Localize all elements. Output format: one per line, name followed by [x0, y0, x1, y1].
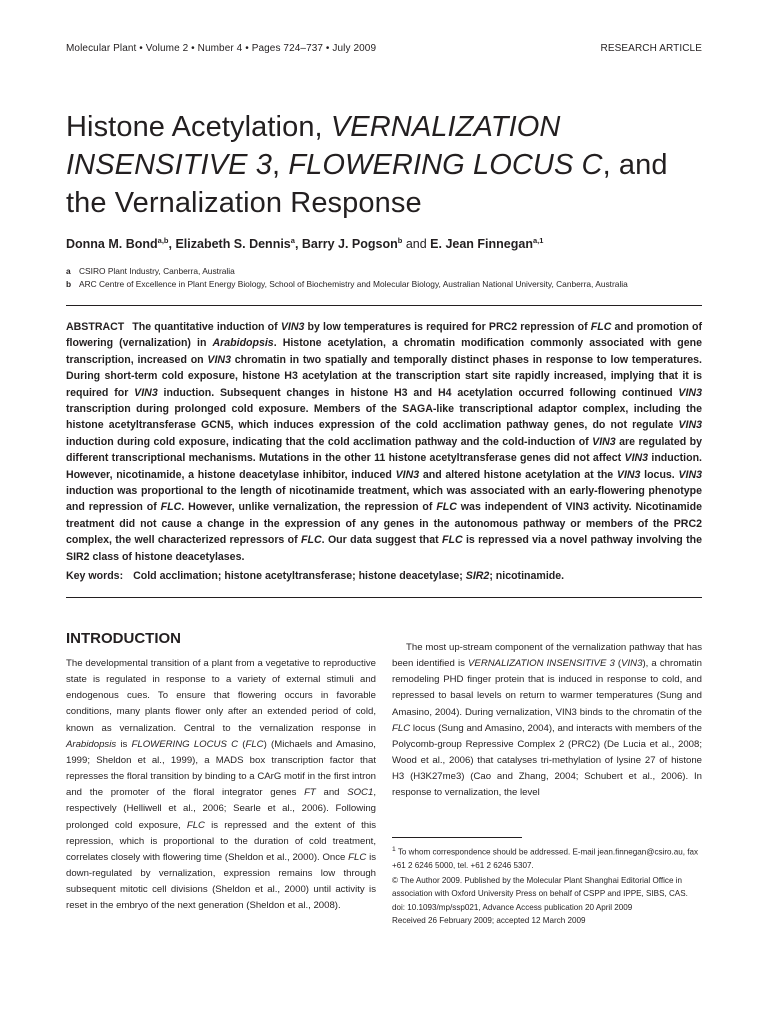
- author-separator: ,: [168, 237, 176, 252]
- keywords-text: Cold acclimation; histone acetyltransferase; histone deacetylase; SIR2; nicotinamide.: [133, 570, 565, 582]
- title-segment: FLOWERING LOCUS C: [288, 149, 603, 181]
- abstract: [66, 319, 702, 565]
- abstract-label: ABSTRACT: [66, 321, 125, 333]
- divider: [66, 597, 702, 598]
- doi-text: doi: 10.1093/mp/ssp021, Advance Access publication 20 April 2009: [392, 902, 633, 912]
- correspondence-footnote: $^1$ To whom correspondence should be addressed. E-mail jean.finnegan@csiro.au, fax +61 2 6246 5000, tel. +61 2 6246 5307.: [392, 846, 699, 871]
- author: Elizabeth S. Dennis$^a$: [175, 236, 295, 252]
- received-dates: Received 26 February 2009; accepted 12 March 2009: [392, 916, 586, 926]
- keywords-label: Key words:: [66, 570, 124, 582]
- keywords: [66, 570, 564, 582]
- journal-citation: Molecular Plant • Volume 2 • Number 4 • Pages 724–737 • July 2009: [66, 43, 377, 54]
- author-separator: ,: [294, 237, 302, 252]
- title-segment: Histone Acetylation,: [66, 111, 331, 143]
- article-title: [66, 108, 706, 222]
- section-heading: INTRODUCTION: [66, 630, 181, 647]
- copyright-note: [392, 874, 702, 928]
- affiliation: b ARC Centre of Excellence in Plant Energy Biology, School of Biochemistry and Molecular Biology, Australian National University, Canberra, Australia: [66, 279, 628, 289]
- author: Barry J. Pogson$^b$: [301, 236, 403, 252]
- divider: [66, 305, 702, 306]
- abstract-text: The quantitative induction of VIN3 by low temperatures is required for PRC2 repression of FLC and promotion of flowering (vernalization) in Arabidopsis. Histone acetylation, a chromatin modification commonly associated with gene transcription, increased on VIN3 chromatin in two spatially and temporally distinct phases in response to low temperatures. During short-term cold exposure, histone H3 acetylation at the transcription start site rapidly increased, implying that it is required for VIN3 induction. Subsequent changes in histone H3 and H4 acetylation occurred following continued VIN3 transcription during prolonged cold exposure. Members of the SAGA-like transcriptional adaptor complex, including the histone acetyltransferase GCN5, which induces expression of the cold acclimation pathway genes, do not regulate VIN3 induction during cold exposure, indicating that the cold acclimation pathway and the cold-induction of VIN3 are regulated by different transcriptional mechanisms. Mutations in the other 11 histone acetyltransferase genes did not affect VIN3 induction. However, nicotinamide, a histone deacetylase inhibitor, induced VIN3 and altered histone acetylation at the VIN3 locus. VIN3 induction was proportional to the length of nicotinamide treatment, which was associated with an early-flowering phenotype and repression of FLC. However, unlike vernalization, the repression of FLC was independent of VIN3 activity. Nicotinamide treatment did not cause a change in the expression of any genes in the autonomous pathway or members of the PRC2 complex, the well characterized repressors of FLC. Our data suggest that FLC is repressed via a novel pathway involving the SIR2 class of histone deacetylases.: [66, 321, 703, 563]
- title-segment: VERNALIZATION INSENSITIVE 3: [66, 111, 561, 181]
- running-header: [66, 43, 702, 54]
- article-type: RESEARCH ARTICLE: [600, 43, 702, 54]
- paragraph: The most up-stream component of the vernalization pathway that has been identified is VERNALIZATION INSENSITIVE 3 (VIN3), a chromatin remodeling PHD finger protein that is induced in response to cold, and repressed to basal levels on return to warmer temperatures (Sung and Amasino, 2004). During vernalization, VIN3 binds to the chromatin of the FLC locus (Sung and Amasino, 2004), and interacts with members of the Polycomb-group Repressive Complex 2 (PRC2) (De Lucia et al., 2008; Wood et al., 2006) that catalyses tri-methylation of lysine 27 of histone H3 (H3K27me3) (Cao and Zhang, 2004; Schubert et al., 2006). In response to vernalization, the level: [392, 642, 702, 799]
- body-column-left: [66, 656, 376, 915]
- affiliation: a CSIRO Plant Industry, Canberra, Australia: [66, 266, 235, 276]
- copyright-text: © The Author 2009. Published by the Molecular Plant Shanghai Editorial Office in association with Oxford University Press on behalf of CSPP and IPPE, SIBS, CAS.: [392, 876, 688, 899]
- footnote-divider: [392, 837, 522, 838]
- author: Donna M. Bond$^{a,b}$: [66, 236, 169, 252]
- affiliation-list: [66, 265, 628, 291]
- author-separator: and: [402, 237, 431, 252]
- title-segment: , and the Vernalization Response: [66, 149, 668, 219]
- paragraph: The developmental transition of a plant from a vegetative to reproductive state is regulated in response to a variety of external stimuli and endogenous cues. To ensure that flowering occurs in favorable conditions, many plants flower only after an extended period of cold, known as vernalization. Central to the vernalization response in Arabidopsis is FLOWERING LOCUS C (FLC) (Michaels and Amasino, 1999; Sheldon et al., 1999), a MADS box transcription factor that represses the floral transition by binding to a CArG motif in the first intron and the promoter of the floral integrator genes FT and SOC1, respectively (Helliwell et al., 2006; Searle et al., 2006). Following prolonged cold exposure, FLC is repressed and the extent of this repression, which is proportional to the duration of cold treatment, correlates closely with flowering time (Sheldon et al., 2000). Once FLC is down-regulated by vernalization, expression remains low through subsequent mitotic cell divisions (Sheldon et al., 2000) until activity is reset in the embryo of the next generation (Sheldon et al., 2008).: [66, 658, 377, 912]
- title-segment: ,: [271, 149, 289, 181]
- body-column-right: [392, 640, 702, 802]
- author-list: [66, 236, 543, 251]
- author: E. Jean Finnegan$^{a,1}$: [430, 236, 544, 252]
